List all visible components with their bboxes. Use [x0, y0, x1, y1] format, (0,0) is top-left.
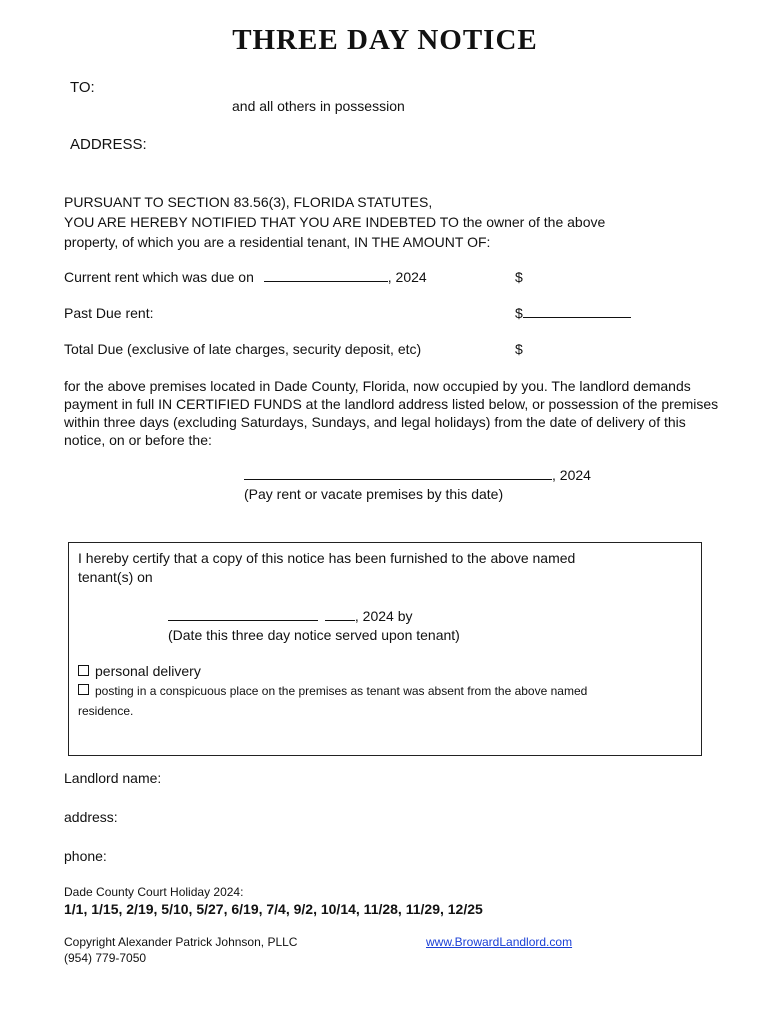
posting-label-continued: residence. — [78, 704, 134, 718]
landlord-name-label: Landlord name: — [64, 770, 162, 786]
current-rent-label: Current rent which was due on — [64, 269, 254, 285]
website-link[interactable]: www.BrowardLandlord.com — [426, 935, 573, 949]
premises-paragraph: for the above premises located in Dade County, Florida, now occupied by you. The landlord demands payment in full IN CERTIFIED FUNDS at the landlord address listed below, or possession of the premises within three days (excluding Saturdays, Sundays, and legal holidays) from the date of delivery of this notice, on or before the: — [64, 378, 719, 448]
posting-checkbox[interactable] — [78, 684, 89, 695]
landlord-address-label: address: — [64, 809, 118, 825]
footer-phone: (954) 779-7050 — [64, 951, 147, 965]
service-date-blank[interactable] — [168, 620, 318, 621]
current-rent-currency: $ — [515, 269, 523, 285]
personal-delivery-label: personal delivery — [95, 663, 201, 679]
to-label: TO: — [70, 79, 95, 96]
statute-line-1: PURSUANT TO SECTION 83.56(3), FLORIDA STATUTES, — [64, 194, 433, 210]
copyright-text: Copyright Alexander Patrick Johnson, PLLC — [64, 935, 298, 949]
service-date-suffix: , 2024 by — [354, 608, 413, 624]
past-due-amount-blank[interactable] — [523, 317, 631, 318]
holiday-dates: 1/1, 1/15, 2/19, 5/10, 5/27, 6/19, 7/4, 9/2, 10/14, 11/28, 11/29, 12/25 — [64, 901, 483, 917]
statute-line-2: YOU ARE HEREBY NOTIFIED THAT YOU ARE INDEBTED TO the owner of the above — [64, 214, 606, 230]
certification-line-1: I hereby certify that a copy of this notice has been furnished to the above named — [78, 550, 576, 566]
deadline-year: , 2024 — [552, 467, 591, 483]
others-in-possession-text: and all others in possession — [232, 98, 405, 114]
total-due-currency: $ — [515, 341, 523, 357]
posting-option[interactable] — [78, 684, 587, 698]
deadline-row — [244, 467, 591, 483]
current-rent-row — [64, 269, 427, 285]
past-due-amount-row — [515, 305, 631, 321]
certification-line-2: tenant(s) on — [78, 569, 153, 585]
address-label: ADDRESS: — [70, 136, 147, 153]
personal-delivery-checkbox[interactable] — [78, 665, 89, 676]
certification-box — [68, 542, 702, 756]
deadline-caption: (Pay rent or vacate premises by this date) — [244, 486, 504, 502]
deadline-date-blank[interactable] — [244, 479, 552, 480]
total-due-label: Total Due (exclusive of late charges, security deposit, etc) — [64, 341, 422, 357]
holiday-heading: Dade County Court Holiday 2024: — [64, 885, 244, 899]
service-date-row — [168, 608, 413, 624]
landlord-phone-label: phone: — [64, 848, 107, 864]
page-title: THREE DAY NOTICE — [232, 24, 538, 56]
personal-delivery-option[interactable] — [78, 663, 201, 679]
posting-label: posting in a conspicuous place on the premises as tenant was absent from the above named — [95, 684, 588, 698]
current-rent-year: , 2024 — [387, 269, 427, 285]
current-rent-due-date-blank[interactable] — [264, 281, 388, 282]
service-date-caption: (Date this three day notice served upon tenant) — [168, 627, 460, 643]
service-day-blank[interactable] — [325, 620, 355, 621]
past-due-currency: $ — [515, 305, 523, 321]
statute-line-3: property, of which you are a residential tenant, IN THE AMOUNT OF: — [64, 234, 491, 250]
past-due-label: Past Due rent: — [64, 305, 154, 321]
